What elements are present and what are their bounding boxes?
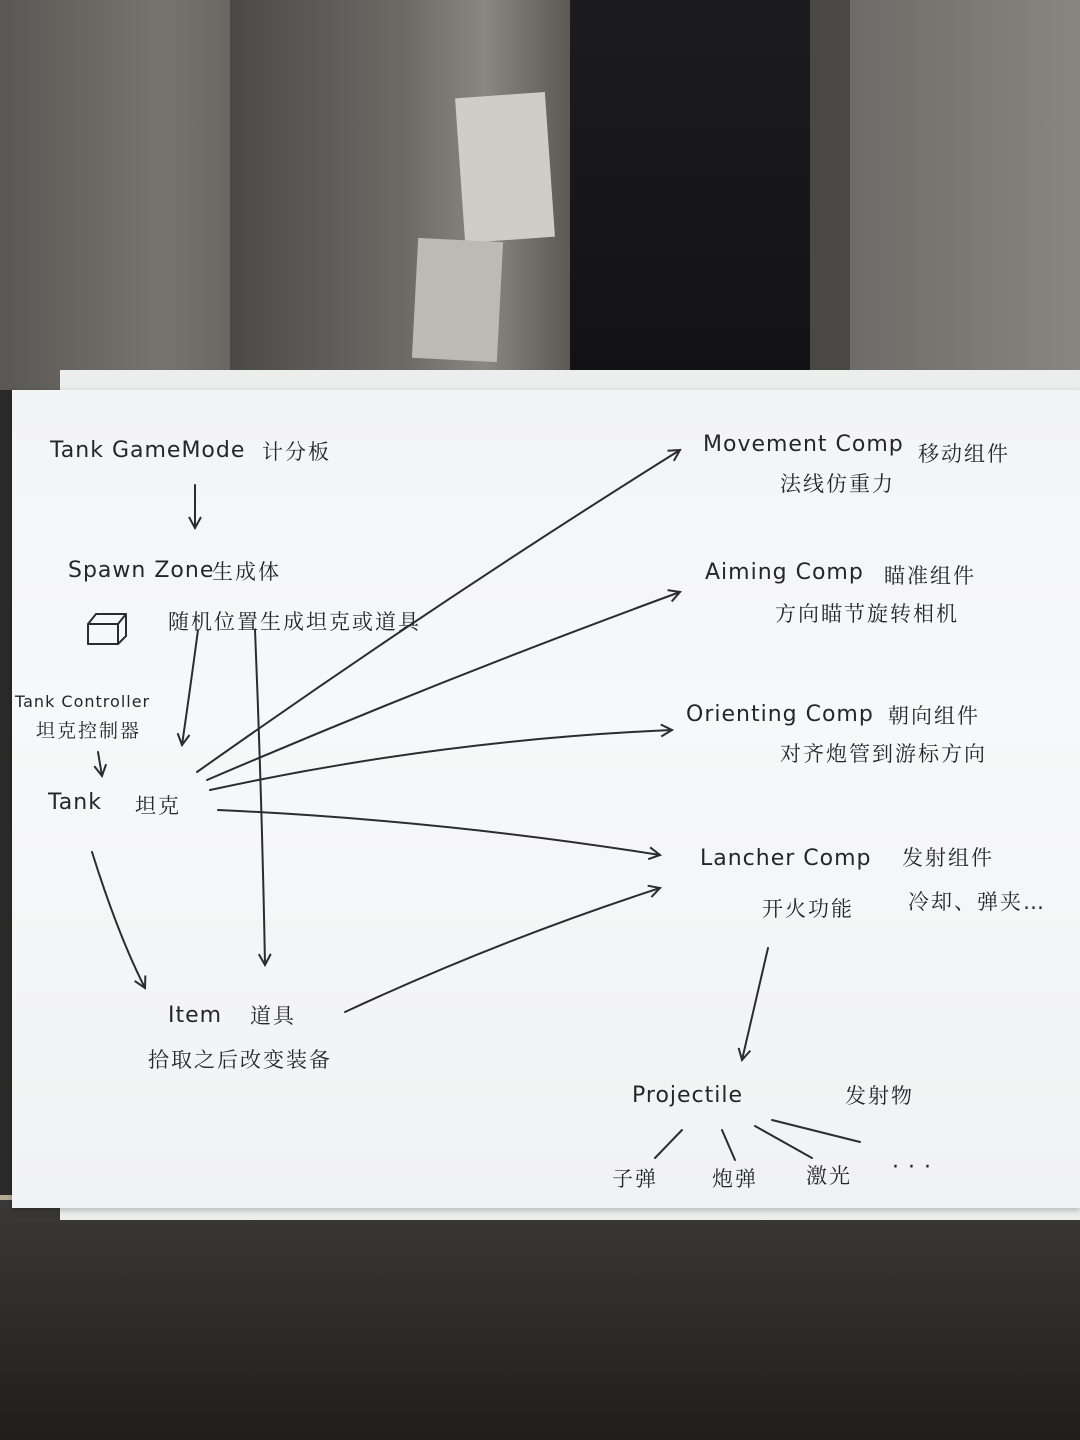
aiming-label: Aiming Comp xyxy=(705,560,864,585)
launcher-extra: 冷却、弹夹… xyxy=(908,890,1046,914)
aiming-note: 瞄准组件 xyxy=(884,564,976,588)
arrow-item-to-launcher xyxy=(345,888,660,1012)
spawnzone-label: Spawn Zone xyxy=(68,558,215,583)
movement-note: 移动组件 xyxy=(918,442,1010,466)
cube-icon xyxy=(88,614,126,644)
launcher-note: 发射组件 xyxy=(902,846,994,870)
tank-note: 坦克 xyxy=(135,794,181,818)
orienting-desc: 对齐炮管到游标方向 xyxy=(780,742,987,766)
aiming-desc: 方向瞄节旋转相机 xyxy=(775,602,959,626)
orienting-label: Orienting Comp xyxy=(686,702,874,727)
controller-note: 坦克控制器 xyxy=(36,720,142,742)
item-desc: 拾取之后改变装备 xyxy=(148,1048,332,1072)
projectile-bullet: 子弹 xyxy=(612,1167,658,1191)
tank-label: Tank xyxy=(48,790,102,815)
launcher-label: Lancher Comp xyxy=(700,846,872,871)
projectile-label: Projectile xyxy=(632,1083,744,1108)
movement-label: Movement Comp xyxy=(703,432,904,457)
arrow-tank-to-launcher xyxy=(218,810,660,855)
arrow-spawnzone-to-item xyxy=(255,630,265,965)
movement-desc: 法线仿重力 xyxy=(780,472,895,496)
arrow-controller-to-tank xyxy=(98,752,102,776)
arrow-spawnzone-to-tank xyxy=(182,630,198,745)
item-note: 道具 xyxy=(250,1004,296,1028)
launcher-desc: 开火功能 xyxy=(762,897,854,921)
controller-label: Tank Controller xyxy=(15,692,151,711)
arrow-launcher-to-projectile xyxy=(742,948,768,1060)
projectile-more: · · · xyxy=(892,1155,932,1180)
arrow-tank-to-orienting xyxy=(210,730,672,790)
spawnzone-desc: 随机位置生成坦克或道具 xyxy=(168,610,421,634)
gamemode-note: 计分板 xyxy=(262,440,331,464)
arrow-tank-to-item xyxy=(92,852,145,988)
branch-projectile-shell xyxy=(722,1130,735,1160)
projectile-shell: 炮弹 xyxy=(712,1167,758,1191)
branch-projectile-laser xyxy=(755,1126,812,1158)
item-label: Item xyxy=(168,1003,223,1028)
branch-projectile-bullet xyxy=(655,1130,682,1158)
projectile-laser: 激光 xyxy=(806,1164,852,1188)
gamemode-label: Tank GameMode xyxy=(50,438,246,463)
spawnzone-note: 生成体 xyxy=(212,560,281,584)
branch-projectile-more xyxy=(772,1120,860,1142)
orienting-note: 朝向组件 xyxy=(888,704,980,728)
projectile-note: 发射物 xyxy=(845,1084,914,1108)
